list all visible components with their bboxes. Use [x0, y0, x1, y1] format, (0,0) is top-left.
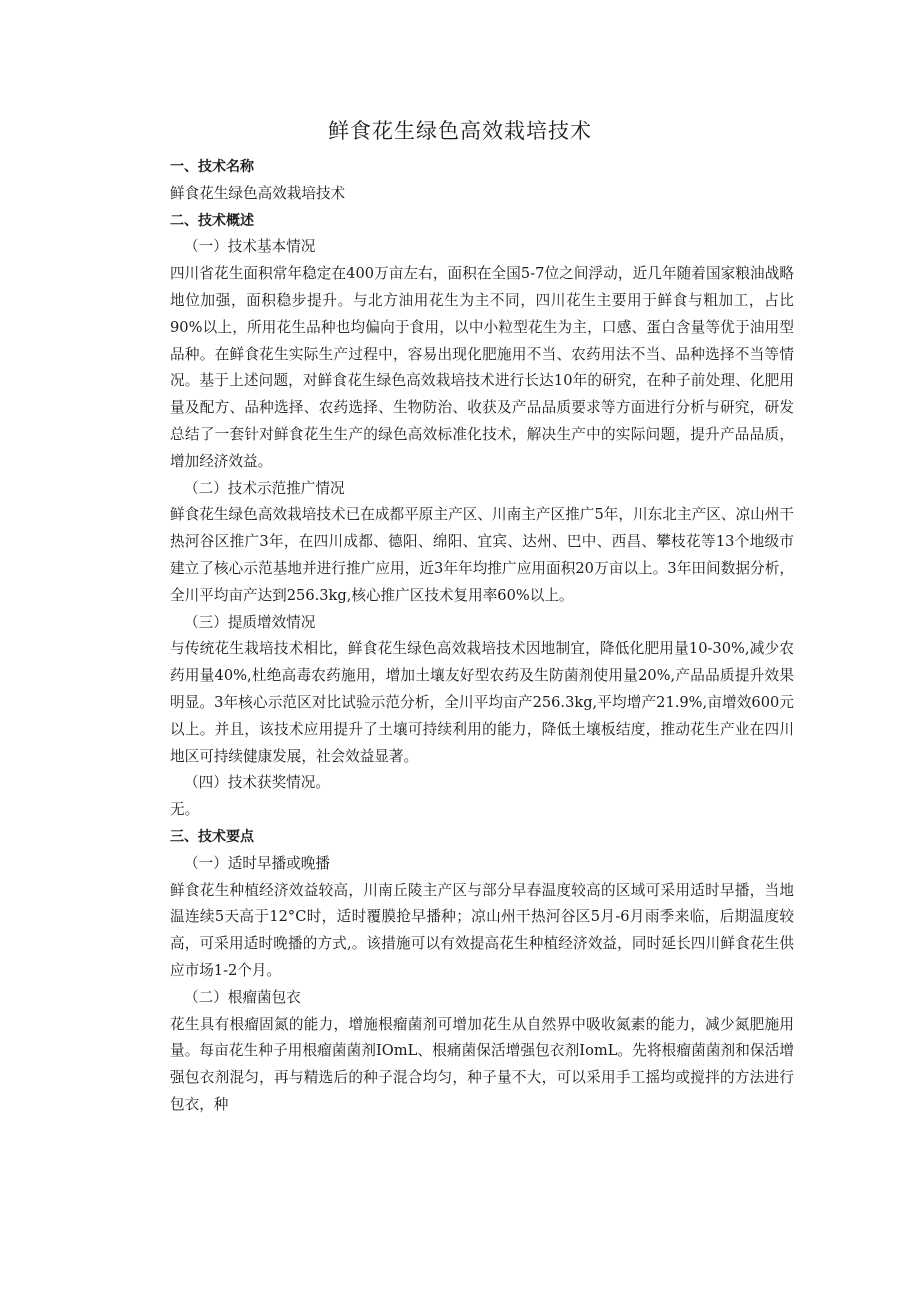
- section-heading: 三、技术要点: [170, 828, 254, 845]
- paragraph: 四川省花生面积常年稳定在400万亩左右，面积在全国5-7位之间浮动，近几年随着国家粮油战略地位加强，面积稳步提升。与北方油用花生为主不同，四川花生主要用于鲜食与粗加工，占比90%以上，所用花生品种也均偏向于食用，以中小粒型花生为主，口感、蛋白含量等优于油用型品种。在鲜食花生实际生产过程中，容易出现化肥施用不当、农药用法不当、品种选择不当等情况。基于上述问题，对鲜食花生绿色高效栽培技术进行长达10年的研究，在种子前处理、化肥用量及配方、品种选择、农药选择、生物防治、收获及产品品质要求等方面进行分析与研究，研发总结了一套针对鲜食花生生产的绿色高效标准化技术，解决生产中的实际问题，提升产品品质，增加经济效益。: [170, 265, 794, 470]
- paragraph: 花生具有根瘤固氮的能力，增施根瘤菌剂可增加花生从自然界中吸收氮素的能力，减少氮肥施用量。每亩花生种子用根瘤菌菌剂IOmL、根痛菌保活增强包衣剂IomL。先将根瘤菌菌剂和保活增强包衣剂混匀，再与精选后的种子混合均匀，种子量不大，可以采用手工摇均或搅拌的方法进行包衣，种: [170, 1015, 794, 1113]
- section-text: 鲜食花生绿色高效栽培技术: [170, 184, 346, 202]
- paragraph: 无。: [170, 801, 200, 819]
- subsection-heading: （一）适时早播或晚播: [184, 854, 330, 872]
- section-heading: 二、技术概述: [170, 212, 254, 229]
- document-title: 鲜食花生绿色高效栽培技术: [328, 119, 592, 143]
- paragraph: 与传统花生栽培技术相比，鲜食花生绿色高效栽培技术因地制宜，降低化肥用量10-30%,减少农药用量40%,杜绝高毒农药施用，增加土壤友好型农药及生防菌剂使用量20%,产品品质提升效果明显。3年核心示范区对比试验示范分析，全川平均亩产256.3kg,平均增产21.9%,亩增效600元以上。并且，该技术应用提升了土壤可持续利用的能力，降低土壤板结度，推动花生产业在四川地区可持续健康发展，社会效益显著。: [170, 640, 794, 765]
- subsection-heading: （二）根瘤菌包衣: [184, 988, 301, 1006]
- subsection-heading: （四）技术获奖情况。: [184, 774, 330, 792]
- paragraph: 鲜食花生绿色高效栽培技术已在成都平原主产区、川南主产区推广5年，川东北主产区、凉山州干热河谷区推广3年，在四川成都、德阳、绵阳、宜宾、达州、巴中、西昌、攀枝花等13个地级市建立了核心示范基地并进行推广应用，近3年年均推广应用面积20万亩以上。3年田间数据分析，全川平均亩产达到256.3kg,核心推广区技术复用率60%以上。: [170, 506, 794, 604]
- document-body: [170, 154, 794, 1119]
- subsection-heading: （一）技术基本情况: [184, 238, 316, 256]
- subsection-heading: （二）技术示范推广情况: [184, 479, 345, 497]
- subsection-heading: （三）提质增效情况: [184, 613, 316, 631]
- section-heading: 一、技术名称: [170, 159, 254, 175]
- paragraph: 鲜食花生种植经济效益较高，川南丘陵主产区与部分早春温度较高的区域可采用适时早播，当地温连续5天高于12°C时，适时覆膜抢早播种；凉山州干热河谷区5月-6月雨季来临，后期温度较高，可采用适时晚播的方式,。该措施可以有效提高花生种植经济效益，同时延长四川鲜食花生供应市场1-2个月。: [170, 881, 794, 979]
